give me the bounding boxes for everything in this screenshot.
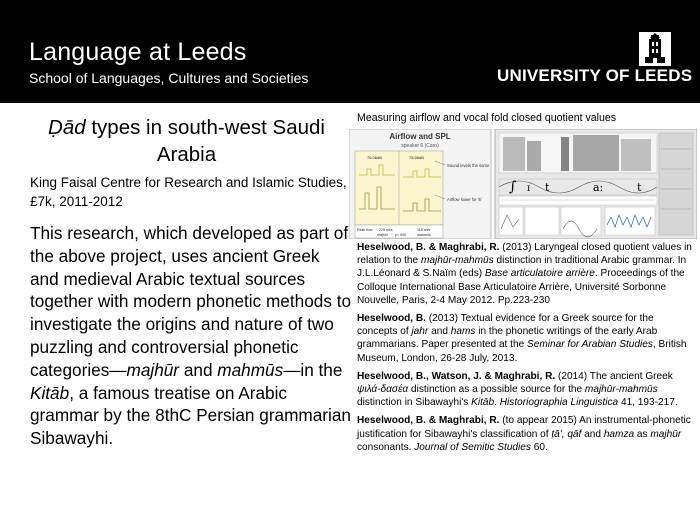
stats-left: 225 ml/s <box>379 228 393 232</box>
body-text-segment: , a famous treatise on Arabic grammar by the 8thC Persian grammarian Sibawayhi. <box>30 382 351 449</box>
reference-text: . <box>494 397 500 409</box>
reference-italic: hamza <box>603 428 635 440</box>
reference-italic: majhūr-mahmūs <box>584 384 658 396</box>
reference-text: consonants. <box>357 441 415 453</box>
label-t1: t <box>545 181 550 194</box>
reference-text: . Proceedings of the Colloque International Base Articulatoire Arrière, Université Sorbonne Nouvelle, Paris, 2-4 May 2012. Pp.223-230 <box>357 268 685 306</box>
title-italic-word: Ḍād <box>48 116 86 139</box>
reference-text: distinction as a possible source for the <box>408 384 585 396</box>
reference-entry <box>357 312 692 365</box>
reference-entry <box>357 370 692 410</box>
reference-authors: Heselwood, B., Watson, J. & Maghrabi, R. <box>357 370 556 382</box>
foot-left: majhūr <box>377 233 388 237</box>
spectrogram-panel <box>495 129 697 239</box>
panel-title: Airflow and SPL <box>389 132 451 141</box>
body-text-segment: This research, which developed as part of the above project, uses ancient Greek and medieval Arabic textual sources together with modern phonetic methods to investigate the origins and nature of two puzzling and controversial phonetic categories— <box>30 223 352 380</box>
reference-text: 41, 193-217. <box>618 397 678 409</box>
slide-title <box>24 114 349 168</box>
logo-wordmark: UNIVERSITY OF LEEDS <box>497 66 693 85</box>
annotation-sound: Sound levels the same <box>447 163 490 168</box>
reference-text: as <box>634 428 651 440</box>
value-left: 76.06dB <box>367 155 382 160</box>
reference-text: and <box>428 326 451 338</box>
reference-entry <box>357 241 692 307</box>
reference-text: (2013) Textual evidence for a Greek source for the concepts of <box>357 313 654 338</box>
reference-italic: hams <box>450 326 476 338</box>
reference-text: (2013) Laryngeal closed quotient values in relation to the <box>357 242 692 267</box>
reference-text: (to appear 2015) An instrumental-phonetic justification for Sibawayhi's classification of <box>357 415 691 440</box>
stats-right: 115 ml/s <box>417 228 431 232</box>
body-text-segment: —in the <box>283 359 343 380</box>
label-a: a: <box>593 181 604 194</box>
university-logo <box>497 28 693 88</box>
reference-italic: jahr <box>411 326 429 338</box>
reference-text: and <box>581 428 604 440</box>
reference-italic: ψιλά-δασέα <box>357 384 409 396</box>
header-banner <box>0 0 700 103</box>
label-ih: ɪ <box>527 183 531 194</box>
title-line2: Arabia <box>156 143 217 166</box>
tower-crest-icon <box>639 32 671 66</box>
reference-text: 60. <box>530 441 548 453</box>
reference-text: (2014) The ancient Greek <box>555 370 673 382</box>
header-subtitle: School of Languages, Cultures and Societies <box>29 70 309 86</box>
reference-text: in the phonetic writings of the early Arab grammarians. Paper presented at the <box>357 326 658 351</box>
body-italic-term: mahmūs <box>217 359 284 380</box>
research-description <box>30 222 352 450</box>
reference-italic: ṭā', qāf <box>551 428 582 440</box>
value-right: 75.96dB <box>409 155 424 160</box>
body-text-segment: and <box>179 359 218 380</box>
foot-mid: p<.000 <box>395 233 407 237</box>
reference-italic: Kitāb <box>471 397 495 409</box>
reference-italic: Base articulatoire arrière <box>484 268 595 280</box>
reference-authors: Heselwood, B. & Maghrabi, R. <box>357 415 500 427</box>
measurement-figure <box>349 129 697 239</box>
reference-italic: Seminar for Arabian Studies <box>527 339 653 351</box>
figure-caption: Measuring airflow and vocal fold closed quotient values <box>357 112 617 124</box>
body-italic-term: Kitāb <box>30 382 70 403</box>
panel-subtitle: speaker 6 (Caro) <box>401 143 439 149</box>
peak-flow-label: Peak flow <box>357 228 373 232</box>
label-t2: t <box>637 181 642 194</box>
reference-text: , British Museum, London, 26-28 July, 2013. <box>357 339 687 364</box>
foot-right: mahmūs <box>417 233 431 237</box>
figure-graphics <box>349 129 697 239</box>
reference-italic: Journal of Semitic Studies <box>414 441 531 453</box>
title-line1-rest: types in south-west Saudi <box>85 116 325 139</box>
reference-text: distinction in traditional Arabic grammar. In J.L.Léonard & S.Naïm (eds) <box>357 255 687 280</box>
label-int-symbol: ∫ <box>509 179 517 195</box>
reference-authors: Heselwood, B. & Maghrabi, R. <box>357 242 500 253</box>
reference-italic: majhūr-mahmūs <box>420 255 494 267</box>
reference-text: distinction in Sibawayhi's <box>357 397 472 409</box>
reference-entry <box>357 414 692 454</box>
header-title: Language at Leeds <box>29 38 247 66</box>
annotation-airflow: Airflow lower for /t/ <box>447 197 482 202</box>
reference-italic: Historiographia Linguistica <box>499 397 619 409</box>
funding-line: King Faisal Centre for Research and Islamic Studies, £7k, 2011-2012 <box>30 175 347 209</box>
airflow-spl-panel <box>349 129 491 239</box>
reference-italic: majhūr <box>650 428 682 440</box>
references-list <box>357 241 692 459</box>
body-italic-term: majhūr <box>126 359 180 380</box>
reference-authors: Heselwood, B. <box>357 313 426 325</box>
